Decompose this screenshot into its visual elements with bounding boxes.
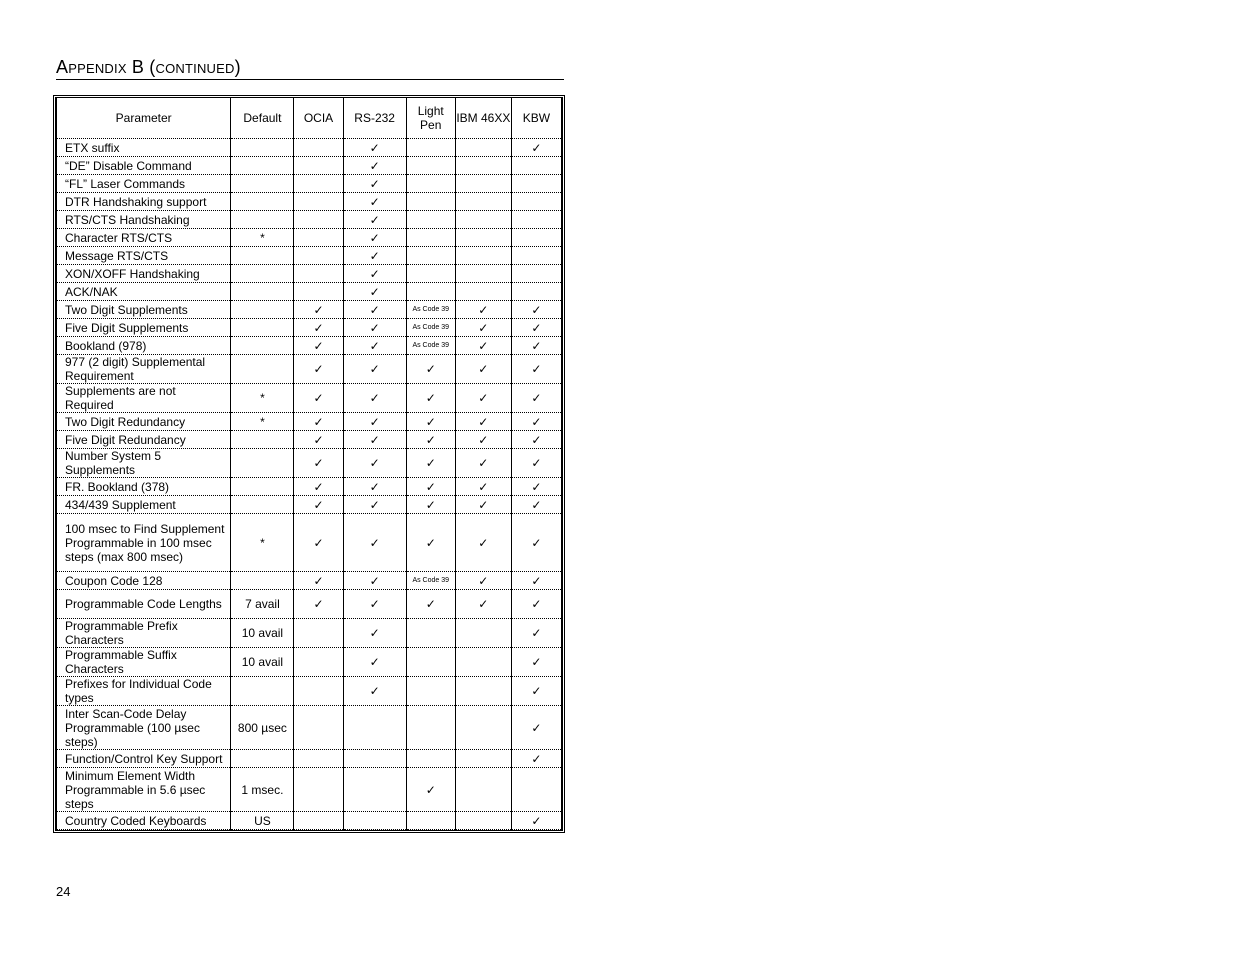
cell-light-pen — [406, 193, 455, 211]
cell-default — [231, 139, 294, 157]
cell-ibm-46xx — [455, 648, 511, 677]
cell-kbw: ✓ — [511, 590, 561, 619]
cell-rs232: ✓ — [343, 590, 406, 619]
cell-default — [231, 677, 294, 706]
cell-parameter: Bookland (978) — [57, 337, 231, 355]
cell-ocia: ✓ — [294, 431, 343, 449]
cell-light-pen: As Code 39 — [406, 301, 455, 319]
cell-ibm-46xx: ✓ — [455, 572, 511, 590]
cell-parameter: Prefixes for Individual Code types — [57, 677, 231, 706]
cell-parameter: ETX suffix — [57, 139, 231, 157]
cell-parameter: Country Coded Keyboards — [57, 812, 231, 830]
table-row — [57, 211, 562, 229]
table-header-row — [57, 98, 562, 139]
title-part-1: PPENDIX — [68, 61, 127, 76]
cell-ibm-46xx — [455, 750, 511, 768]
table-row — [57, 514, 562, 572]
cell-rs232 — [343, 768, 406, 812]
cell-light-pen: ✓ — [406, 431, 455, 449]
cell-kbw: ✓ — [511, 301, 561, 319]
cell-parameter: DTR Handshaking support — [57, 193, 231, 211]
cell-ibm-46xx: ✓ — [455, 590, 511, 619]
cell-ocia — [294, 768, 343, 812]
table-row — [57, 590, 562, 619]
cell-rs232: ✓ — [343, 413, 406, 431]
table-row — [57, 283, 562, 301]
cell-default: 10 avail — [231, 648, 294, 677]
cell-rs232 — [343, 812, 406, 830]
title-end: ) — [234, 57, 241, 77]
cell-default — [231, 478, 294, 496]
cell-light-pen: ✓ — [406, 768, 455, 812]
table-row — [57, 706, 562, 750]
cell-ibm-46xx — [455, 812, 511, 830]
cell-default — [231, 175, 294, 193]
page-number: 24 — [56, 884, 71, 899]
cell-ocia: ✓ — [294, 514, 343, 572]
cell-kbw — [511, 247, 561, 265]
cell-default: * — [231, 413, 294, 431]
cell-light-pen: ✓ — [406, 384, 455, 413]
table-row — [57, 301, 562, 319]
cell-ocia — [294, 265, 343, 283]
cell-parameter: Five Digit Supplements — [57, 319, 231, 337]
table-row — [57, 384, 562, 413]
cell-light-pen — [406, 283, 455, 301]
cell-ocia: ✓ — [294, 449, 343, 478]
cell-rs232: ✓ — [343, 514, 406, 572]
cell-parameter: Minimum Element Width Programmable in 5.6 µsec steps — [57, 768, 231, 812]
cell-rs232: ✓ — [343, 139, 406, 157]
cell-default — [231, 337, 294, 355]
cell-rs232: ✓ — [343, 301, 406, 319]
header-ocia: OCIA — [294, 98, 343, 139]
cell-default — [231, 283, 294, 301]
cell-light-pen — [406, 157, 455, 175]
cell-kbw: ✓ — [511, 750, 561, 768]
cell-ocia: ✓ — [294, 572, 343, 590]
cell-rs232 — [343, 706, 406, 750]
header-kbw: KBW — [511, 98, 561, 139]
cell-rs232: ✓ — [343, 265, 406, 283]
cell-ibm-46xx — [455, 265, 511, 283]
cell-ocia — [294, 812, 343, 830]
table-row — [57, 768, 562, 812]
cell-light-pen: ✓ — [406, 514, 455, 572]
cell-light-pen — [406, 812, 455, 830]
cell-ocia: ✓ — [294, 413, 343, 431]
table-row — [57, 496, 562, 514]
cell-default — [231, 247, 294, 265]
cell-light-pen — [406, 648, 455, 677]
cell-parameter: “FL” Laser Commands — [57, 175, 231, 193]
table-row — [57, 355, 562, 384]
cell-parameter: Coupon Code 128 — [57, 572, 231, 590]
header-default: Default — [231, 98, 294, 139]
cell-ocia — [294, 211, 343, 229]
cell-ocia — [294, 706, 343, 750]
header-parameter: Parameter — [57, 98, 231, 139]
title-mid: B ( — [126, 57, 156, 77]
cell-kbw: ✓ — [511, 431, 561, 449]
cell-rs232: ✓ — [343, 478, 406, 496]
cell-rs232: ✓ — [343, 157, 406, 175]
cell-kbw — [511, 768, 561, 812]
cell-default — [231, 265, 294, 283]
cell-rs232: ✓ — [343, 283, 406, 301]
table-row — [57, 677, 562, 706]
cell-ibm-46xx: ✓ — [455, 478, 511, 496]
cell-ibm-46xx — [455, 211, 511, 229]
cell-parameter: 977 (2 digit) Supplemental Requirement — [57, 355, 231, 384]
cell-parameter: Five Digit Redundancy — [57, 431, 231, 449]
title-part-2: CONTINUED — [155, 61, 235, 76]
cell-ocia — [294, 619, 343, 648]
table-row — [57, 478, 562, 496]
cell-light-pen — [406, 265, 455, 283]
cell-kbw — [511, 283, 561, 301]
table-row — [57, 157, 562, 175]
cell-kbw: ✓ — [511, 572, 561, 590]
cell-rs232 — [343, 750, 406, 768]
cell-ocia — [294, 175, 343, 193]
cell-parameter: “DE” Disable Command — [57, 157, 231, 175]
cell-ocia: ✓ — [294, 319, 343, 337]
cell-rs232: ✓ — [343, 648, 406, 677]
table-row — [57, 449, 562, 478]
table-row — [57, 193, 562, 211]
cell-rs232: ✓ — [343, 677, 406, 706]
cell-parameter: Two Digit Redundancy — [57, 413, 231, 431]
cell-light-pen: ✓ — [406, 413, 455, 431]
cell-ibm-46xx: ✓ — [455, 449, 511, 478]
cell-ocia — [294, 229, 343, 247]
cell-light-pen — [406, 750, 455, 768]
cell-ocia — [294, 157, 343, 175]
cell-rs232: ✓ — [343, 355, 406, 384]
cell-kbw: ✓ — [511, 677, 561, 706]
cell-ocia: ✓ — [294, 355, 343, 384]
cell-ibm-46xx: ✓ — [455, 337, 511, 355]
cell-ocia — [294, 139, 343, 157]
cell-default: 7 avail — [231, 590, 294, 619]
cell-ibm-46xx — [455, 193, 511, 211]
cell-ibm-46xx: ✓ — [455, 355, 511, 384]
cell-ibm-46xx — [455, 677, 511, 706]
cell-default — [231, 211, 294, 229]
cell-parameter: RTS/CTS Handshaking — [57, 211, 231, 229]
cell-rs232: ✓ — [343, 619, 406, 648]
cell-parameter: Programmable Code Lengths — [57, 590, 231, 619]
cell-ibm-46xx: ✓ — [455, 413, 511, 431]
cell-ibm-46xx — [455, 283, 511, 301]
cell-kbw: ✓ — [511, 619, 561, 648]
cell-default — [231, 750, 294, 768]
cell-kbw: ✓ — [511, 496, 561, 514]
cell-default — [231, 301, 294, 319]
cell-kbw: ✓ — [511, 812, 561, 830]
cell-default — [231, 157, 294, 175]
table-row — [57, 648, 562, 677]
cell-ocia — [294, 247, 343, 265]
table-row — [57, 812, 562, 830]
cell-kbw — [511, 229, 561, 247]
cell-ibm-46xx — [455, 157, 511, 175]
cell-ocia — [294, 193, 343, 211]
cell-ocia: ✓ — [294, 301, 343, 319]
cell-ocia — [294, 648, 343, 677]
table-row — [57, 247, 562, 265]
cell-kbw: ✓ — [511, 478, 561, 496]
cell-parameter: FR. Bookland (378) — [57, 478, 231, 496]
cell-ocia: ✓ — [294, 496, 343, 514]
cell-parameter: Supplements are not Required — [57, 384, 231, 413]
cell-ocia: ✓ — [294, 337, 343, 355]
cell-default — [231, 449, 294, 478]
table-row — [57, 413, 562, 431]
table-row — [57, 229, 562, 247]
cell-default — [231, 572, 294, 590]
cell-kbw — [511, 211, 561, 229]
cell-rs232: ✓ — [343, 384, 406, 413]
cell-light-pen — [406, 706, 455, 750]
cell-default: US — [231, 812, 294, 830]
header-rs232: RS-232 — [343, 98, 406, 139]
cell-rs232: ✓ — [343, 572, 406, 590]
cell-parameter: Function/Control Key Support — [57, 750, 231, 768]
cell-kbw: ✓ — [511, 648, 561, 677]
cell-light-pen — [406, 247, 455, 265]
cell-light-pen — [406, 619, 455, 648]
cell-ocia: ✓ — [294, 590, 343, 619]
cell-default — [231, 319, 294, 337]
cell-ibm-46xx — [455, 619, 511, 648]
cell-ibm-46xx — [455, 706, 511, 750]
cell-parameter: 100 msec to Find Supplement Programmable in 100 msec steps (max 800 msec) — [57, 514, 231, 572]
cell-ocia — [294, 750, 343, 768]
header-light-pen: Light Pen — [406, 98, 455, 139]
cell-light-pen: ✓ — [406, 496, 455, 514]
cell-parameter: ACK/NAK — [57, 283, 231, 301]
cell-rs232: ✓ — [343, 211, 406, 229]
table-row — [57, 139, 562, 157]
cell-ocia — [294, 283, 343, 301]
cell-light-pen: ✓ — [406, 449, 455, 478]
cell-light-pen: As Code 39 — [406, 337, 455, 355]
cell-default — [231, 355, 294, 384]
cell-light-pen: As Code 39 — [406, 319, 455, 337]
cell-rs232: ✓ — [343, 229, 406, 247]
cell-light-pen — [406, 229, 455, 247]
cell-ibm-46xx — [455, 247, 511, 265]
cell-default — [231, 193, 294, 211]
cell-ibm-46xx: ✓ — [455, 384, 511, 413]
cell-parameter: Number System 5 Supplements — [57, 449, 231, 478]
cell-parameter: Programmable Suffix Characters — [57, 648, 231, 677]
cell-ibm-46xx — [455, 175, 511, 193]
cell-kbw — [511, 265, 561, 283]
cell-ibm-46xx: ✓ — [455, 514, 511, 572]
cell-ibm-46xx — [455, 229, 511, 247]
cell-parameter: Two Digit Supplements — [57, 301, 231, 319]
parameter-table — [55, 97, 563, 831]
cell-ibm-46xx: ✓ — [455, 301, 511, 319]
cell-kbw: ✓ — [511, 449, 561, 478]
cell-light-pen: ✓ — [406, 355, 455, 384]
cell-default: * — [231, 229, 294, 247]
cell-default: * — [231, 384, 294, 413]
cell-rs232: ✓ — [343, 431, 406, 449]
cell-ocia: ✓ — [294, 384, 343, 413]
cell-light-pen: ✓ — [406, 590, 455, 619]
header-ibm-46xx: IBM 46XX — [455, 98, 511, 139]
page-title — [56, 56, 562, 80]
cell-ocia — [294, 677, 343, 706]
cell-kbw: ✓ — [511, 139, 561, 157]
cell-rs232: ✓ — [343, 175, 406, 193]
cell-kbw — [511, 175, 561, 193]
cell-parameter: XON/XOFF Handshaking — [57, 265, 231, 283]
cell-kbw: ✓ — [511, 355, 561, 384]
cell-kbw: ✓ — [511, 384, 561, 413]
cell-light-pen — [406, 677, 455, 706]
cell-parameter: Character RTS/CTS — [57, 229, 231, 247]
cell-rs232: ✓ — [343, 193, 406, 211]
cell-ibm-46xx — [455, 139, 511, 157]
cell-kbw — [511, 157, 561, 175]
table-row — [57, 265, 562, 283]
cell-rs232: ✓ — [343, 449, 406, 478]
cell-kbw — [511, 193, 561, 211]
cell-kbw: ✓ — [511, 413, 561, 431]
cell-rs232: ✓ — [343, 337, 406, 355]
table-row — [57, 337, 562, 355]
cell-ibm-46xx: ✓ — [455, 496, 511, 514]
cell-parameter: 434/439 Supplement — [57, 496, 231, 514]
cell-default — [231, 431, 294, 449]
cell-kbw: ✓ — [511, 514, 561, 572]
cell-kbw: ✓ — [511, 337, 561, 355]
cell-default: 1 msec. — [231, 768, 294, 812]
cell-light-pen — [406, 175, 455, 193]
table-row — [57, 572, 562, 590]
table-row — [57, 431, 562, 449]
cell-default: 800 µsec — [231, 706, 294, 750]
cell-parameter: Programmable Prefix Characters — [57, 619, 231, 648]
cell-ibm-46xx: ✓ — [455, 431, 511, 449]
cell-rs232: ✓ — [343, 319, 406, 337]
table-row — [57, 619, 562, 648]
cell-ocia: ✓ — [294, 478, 343, 496]
table-row — [57, 319, 562, 337]
cell-parameter: Message RTS/CTS — [57, 247, 231, 265]
table-row — [57, 750, 562, 768]
cell-light-pen: ✓ — [406, 478, 455, 496]
title-initial: A — [56, 57, 69, 77]
cell-light-pen — [406, 139, 455, 157]
cell-parameter: Inter Scan-Code Delay Programmable (100 µsec steps) — [57, 706, 231, 750]
cell-rs232: ✓ — [343, 247, 406, 265]
table-row — [57, 175, 562, 193]
cell-kbw: ✓ — [511, 706, 561, 750]
title-rule — [56, 79, 564, 80]
cell-light-pen: As Code 39 — [406, 572, 455, 590]
cell-rs232: ✓ — [343, 496, 406, 514]
cell-ibm-46xx — [455, 768, 511, 812]
cell-default: * — [231, 514, 294, 572]
cell-default: 10 avail — [231, 619, 294, 648]
cell-default — [231, 496, 294, 514]
cell-ibm-46xx: ✓ — [455, 319, 511, 337]
cell-light-pen — [406, 211, 455, 229]
cell-kbw: ✓ — [511, 319, 561, 337]
